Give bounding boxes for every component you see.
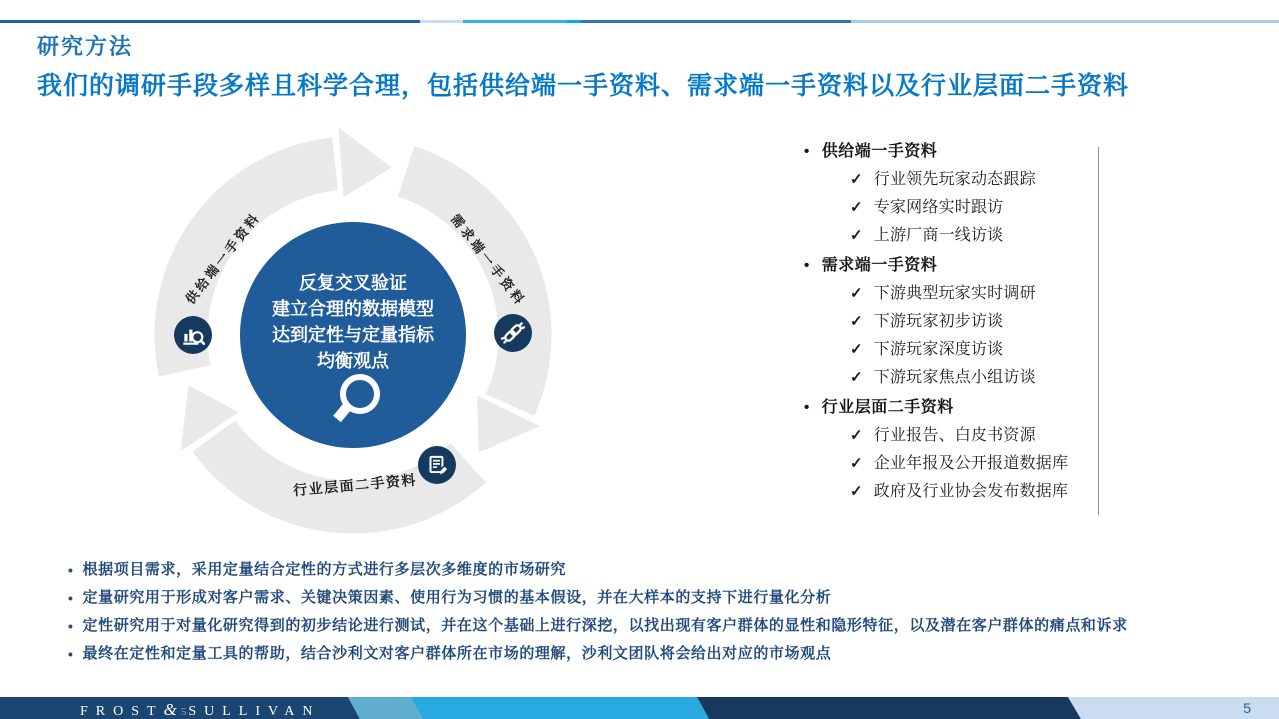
rule-segment: [420, 20, 463, 23]
supply-badge: [174, 316, 212, 354]
summary-bullet-text: 最终在定性和定量工具的帮助，结合沙利文对客户群体所在市场的理解，沙利文团队将会给出对应的市场观点: [82, 645, 832, 662]
panel-item-text: 行业领先玩家动态跟踪: [873, 171, 1036, 188]
check-icon: ✓: [850, 427, 863, 444]
frost-sullivan-logo: [80, 700, 410, 719]
panel-item-text: 下游玩家初步访谈: [873, 313, 1004, 330]
cycle-label-industry: 行业层面二手资料: [292, 471, 418, 499]
check-icon: ✓: [850, 341, 863, 358]
bullet-icon: •: [68, 562, 74, 578]
bar-chart-magnifier-icon: [180, 322, 206, 348]
top-decorative-rule: [0, 20, 1279, 23]
check-icon: ✓: [850, 285, 863, 302]
panel-group-title: [804, 398, 1098, 418]
footer-navy-mid: [697, 697, 1081, 719]
check-icon: ✓: [850, 455, 863, 472]
bullet-icon: •: [68, 590, 74, 606]
panel-item: [850, 312, 1098, 332]
methods-panel: [798, 138, 1098, 502]
panel-item-text: 下游玩家焦点小组访谈: [873, 369, 1036, 386]
summary-bullet-row: [68, 617, 1228, 635]
check-icon: ✓: [850, 227, 863, 244]
panel-item-text: 企业年报及公开报道数据库: [873, 455, 1069, 472]
summary-bullet-text: 定量研究用于形成对客户需求、关键决策因素、使用行为习惯的基本假设，并在大样本的支持下进行量化分析: [82, 589, 832, 606]
panel-divider-line: [1098, 147, 1099, 515]
panel-item: [850, 198, 1098, 218]
panel-group-title: [804, 142, 1098, 162]
bullet-icon: •: [804, 399, 810, 416]
magnifier-icon: [328, 372, 384, 430]
bullet-icon: •: [68, 618, 74, 634]
panel-item: [850, 226, 1098, 246]
rule-segment: [463, 20, 567, 23]
check-icon: ✓: [850, 369, 863, 386]
panel-group-title: [804, 256, 1098, 276]
demand-badge: [494, 314, 532, 352]
chain-link-icon: [500, 320, 526, 346]
rule-segment: [567, 20, 581, 23]
panel-item: [850, 284, 1098, 304]
panel-item: [850, 454, 1098, 474]
footer-cyan-segment: [410, 697, 709, 719]
group-title-text: 行业层面二手资料: [821, 399, 954, 416]
panel-item: [850, 426, 1098, 446]
footer-bar: [0, 697, 1279, 719]
group-title-text: 供给端一手资料: [821, 143, 938, 160]
panel-item-text: 政府及行业协会发布数据库: [873, 483, 1069, 500]
summary-bullets: [68, 561, 1228, 673]
page-number: 5: [1243, 700, 1251, 716]
page-title: 研究方法: [37, 34, 134, 59]
rule-segment: [581, 20, 851, 23]
logo-slide-number: 5: [180, 706, 189, 718]
group-title-text: 需求端一手资料: [821, 257, 938, 274]
page-subtitle: 我们的调研手段多样且科学合理，包括供给端一手资料、需求端一手资料以及行业层面二手资料: [37, 72, 1130, 100]
bullet-icon: •: [804, 257, 810, 274]
panel-item: [850, 482, 1098, 502]
summary-bullet-row: [68, 589, 1228, 607]
panel-item: [850, 170, 1098, 190]
cycle-label-demand: 需求端一手资料: [447, 211, 529, 309]
ring-arrowhead: [339, 128, 392, 198]
cycle-center-text: [233, 270, 473, 374]
logo-ampersand: &: [163, 700, 181, 719]
center-line: 达到定性与定量指标: [272, 325, 434, 345]
summary-bullet-row: [68, 645, 1228, 663]
rule-segment: [851, 20, 1279, 23]
document-pencil-icon: [424, 452, 450, 478]
summary-bullet-text: 根据项目需求，采用定量结合定性的方式进行多层次多维度的市场研究: [82, 561, 567, 578]
bullet-icon: •: [804, 143, 810, 160]
panel-item: [850, 368, 1098, 388]
check-icon: ✓: [850, 483, 863, 500]
panel-item-text: 下游典型玩家实时调研: [873, 285, 1036, 302]
panel-item-text: 下游玩家深度访谈: [873, 341, 1004, 358]
check-icon: ✓: [850, 313, 863, 330]
industry-badge: [418, 446, 456, 484]
summary-bullet-row: [68, 561, 1228, 579]
center-line: 均衡观点: [317, 351, 389, 371]
cycle-label-supply: 供给端一手资料: [182, 209, 264, 307]
check-icon: ✓: [850, 199, 863, 216]
logo-frost-text: FROST: [80, 704, 164, 719]
center-line: 反复交叉验证: [299, 273, 407, 293]
rule-segment: [0, 20, 420, 23]
check-icon: ✓: [850, 171, 863, 188]
summary-bullet-text: 定性研究用于对量化研究得到的初步结论进行测试，并在这个基础上进行深挖，以找出现有客户群体的显性和隐形特征，以及潜在客户群体的痛点和诉求: [82, 617, 1128, 634]
logo-sullivan-text: SULLIVAN: [188, 704, 321, 719]
panel-item-text: 行业报告、白皮书资源: [873, 427, 1036, 444]
panel-item-text: 上游厂商一线访谈: [873, 227, 1004, 244]
panel-item-text: 专家网络实时跟访: [873, 199, 1004, 216]
bullet-icon: •: [68, 646, 74, 662]
center-line: 建立合理的数据模型: [272, 299, 434, 319]
panel-item: [850, 340, 1098, 360]
